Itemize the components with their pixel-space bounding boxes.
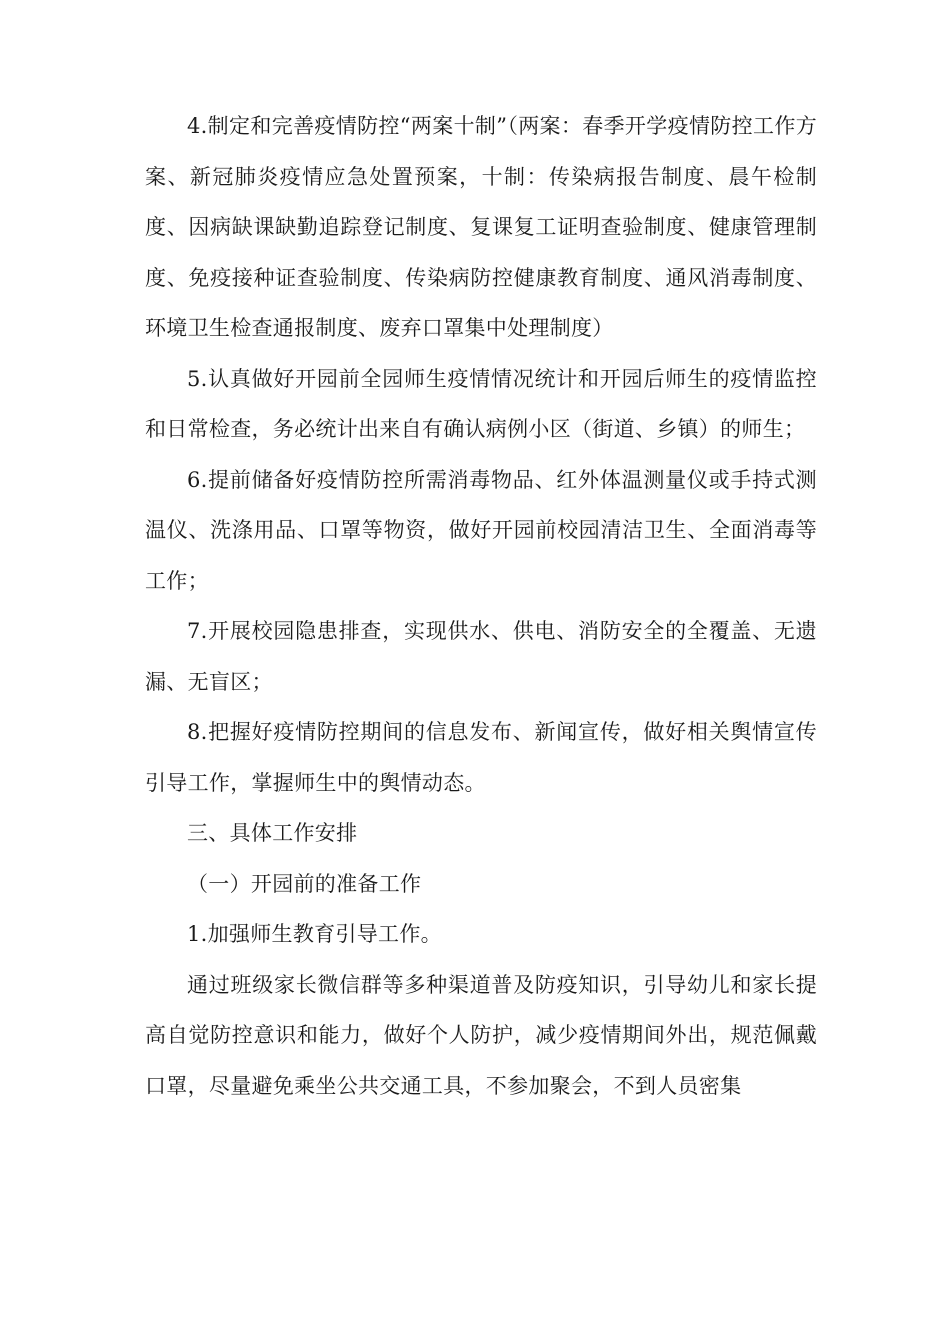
paragraph-item-8-information: 8.把握好疫情防控期间的信息发布、新闻宣传，做好相关舆情宣传引导工作，掌握师生中的舆情动态。: [145, 720, 817, 795]
item-heading-education-guidance: 1.加强师生教育引导工作。: [187, 922, 442, 946]
document-body: [145, 101, 817, 1111]
paragraph-item-4-two-plans-ten-systems: 4.制定和完善疫情防控“两案十制”（两案：春季开学疫情防控工作方案、新冠肺炎疫情应急处置预案，十制：传染病报告制度、晨午检制度、因病缺课缺勤追踪登记制度、复课复工证明查验制度、健康管理制度、免疫接种证查验制度、传染病防控健康教育制度、通风消毒制度、环境卫生检查通报制度、废弃口罩集中处理制度）: [145, 114, 817, 340]
section-heading-work-arrangement: 三、具体工作安排: [187, 821, 358, 845]
paragraph-item-6-supplies: 6.提前储备好疫情防控所需消毒物品、红外体温测量仪或手持式测温仪、洗涤用品、口罩等物资，做好开园前校园清洁卫生、全面消毒等工作；: [145, 467, 817, 593]
paragraph-item-7-hazard-check: 7.开展校园隐患排查，实现供水、供电、消防安全的全覆盖、无遗漏、无盲区；: [145, 619, 817, 694]
paragraph-education-guidance: 通过班级家长微信群等多种渠道普及防疫知识，引导幼儿和家长提高自觉防控意识和能力，做好个人防护，减少疫情期间外出，规范佩戴口罩，尽量避免乘坐公共交通工具，不参加聚会，不到人员密集: [145, 972, 817, 1098]
paragraph-item-5-statistics: 5.认真做好开园前全园师生疫情情况统计和开园后师生的疫情监控和日常检查，务必统计出来自有确认病例小区（街道、乡镇）的师生；: [145, 366, 817, 441]
subsection-heading-preparation: （一）开园前的准备工作: [187, 871, 422, 896]
